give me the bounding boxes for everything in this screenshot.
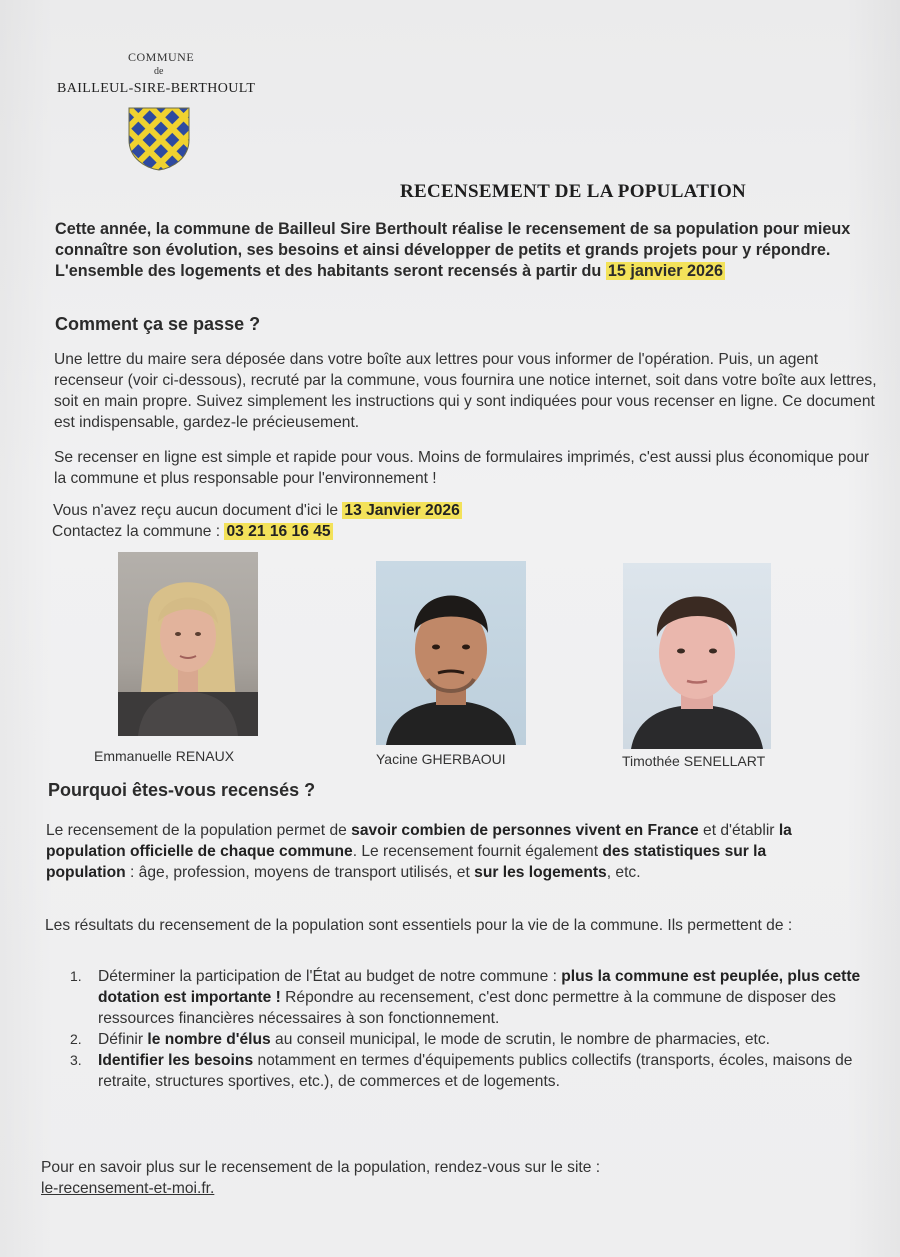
- text-run: Déterminer la participation de l'État au budget de notre commune :: [98, 968, 562, 985]
- text-run: , etc.: [606, 864, 641, 881]
- deadline-text: Vous n'avez reçu aucun document d'ici le: [53, 502, 343, 519]
- pourquoi-paragraph-1: [46, 820, 846, 883]
- coat-of-arms-icon: [127, 106, 191, 172]
- text-run: notamment en termes d'équipements publics collectifs (transports, écoles, maisons de retraite, structures sportives, etc.), de commerces et de logements.: [98, 1052, 853, 1090]
- deadline-line: [53, 500, 653, 521]
- bold-run: Identifier les besoins: [98, 1052, 254, 1069]
- bold-run: savoir combien de personnes vivent en France: [351, 822, 699, 839]
- text-run: : âge, profession, moyens de transport utilisés, et: [125, 864, 475, 881]
- section-heading-pourquoi: Pourquoi êtes-vous recensés ?: [48, 780, 316, 800]
- bold-run: plus la commune est peuplée, plus cette dotation est importante !: [98, 968, 861, 1006]
- commune-label: COMMUNE: [128, 50, 195, 64]
- bold-run: le nombre d'élus: [147, 1031, 271, 1048]
- agent-name-1: Emmanuelle RENAUX: [94, 748, 235, 764]
- deadline-date-highlight: 13 Janvier 2026: [344, 502, 460, 519]
- list-item: [70, 1029, 870, 1050]
- comment-paragraph-2: Se recenser en ligne est simple et rapide pour vous. Moins de formulaires imprimés, c'est aussi plus économique pour la commune et plus responsable pour l'environnement !: [54, 449, 870, 487]
- contact-text: Contactez la commune :: [52, 523, 225, 540]
- agent-photo-2: [376, 561, 526, 745]
- contact-phone-highlight: 03 21 16 16 45: [226, 523, 331, 540]
- agent-photo-1: [118, 552, 258, 736]
- intro-date-highlight: 15 janvier 2026: [607, 262, 724, 280]
- text-run: Définir: [98, 1031, 148, 1048]
- list-number: 2.: [70, 1031, 82, 1047]
- intro-paragraph: [55, 219, 875, 282]
- website-link[interactable]: le-recensement-et-moi.fr.: [41, 1180, 215, 1197]
- section-heading-comment: Comment ça se passe ?: [55, 314, 261, 334]
- list-item: [70, 966, 870, 1029]
- agent-photo-3: [623, 563, 771, 749]
- agent-name-3: Timothée SENELLART: [622, 753, 766, 769]
- page-title: RECENSEMENT DE LA POPULATION: [400, 181, 747, 202]
- agent-name-2: Yacine GHERBAOUI: [376, 751, 506, 767]
- bold-run: des statistiques sur la population: [46, 843, 767, 881]
- commune-de-label: de: [154, 66, 164, 77]
- pourquoi-paragraph-2: Les résultats du recensement de la population sont essentiels pour la vie de la commune. Ils permettent de :: [45, 917, 793, 934]
- list-number: 3.: [70, 1052, 82, 1068]
- text-run: Le recensement de la population permet de: [46, 822, 352, 839]
- text-run: et d'établir: [698, 822, 779, 839]
- text-run: Répondre au recensement, c'est donc permettre à la commune de disposer des ressources financières nécessaires à son fonctionnement.: [98, 989, 836, 1027]
- bold-run: la population officielle de chaque commune: [46, 822, 792, 860]
- text-run: au conseil municipal, le mode de scrutin, le nombre de pharmacies, etc.: [270, 1031, 770, 1048]
- reasons-list: [70, 966, 870, 1092]
- list-number: 1.: [70, 968, 82, 984]
- contact-line: [52, 521, 652, 542]
- commune-name: BAILLEUL-SIRE-BERTHOULT: [57, 81, 256, 96]
- footer-paragraph: [41, 1157, 861, 1199]
- intro-text: Cette année, la commune de Bailleul Sire Berthoult réalise le recensement de sa population pour mieux connaître son évolution, ses besoins et ainsi développer de petits et grands projets pour y répondre. L'ensemble des logements et des habitants seront recensés à partir du: [55, 220, 851, 280]
- footer-text: Pour en savoir plus sur le recensement de la population, rendez-vous sur le site :: [41, 1159, 601, 1176]
- text-run: . Le recensement fournit également: [352, 843, 603, 860]
- comment-paragraph-1: Une lettre du maire sera déposée dans votre boîte aux lettres pour vous informer de l'opération. Puis, un agent recenseur (voir ci-dessous), recruté par la commune, vous fournira une notice internet, soit dans votre boîte aux lettres, soit en main propre. Suivez simplement les instructions qui y sont indiquées pour vous recenser en ligne. Ce document est indispensable, gardez-le précieusement.: [54, 351, 877, 431]
- list-item: [70, 1050, 870, 1092]
- bold-run: sur les logements: [474, 864, 607, 881]
